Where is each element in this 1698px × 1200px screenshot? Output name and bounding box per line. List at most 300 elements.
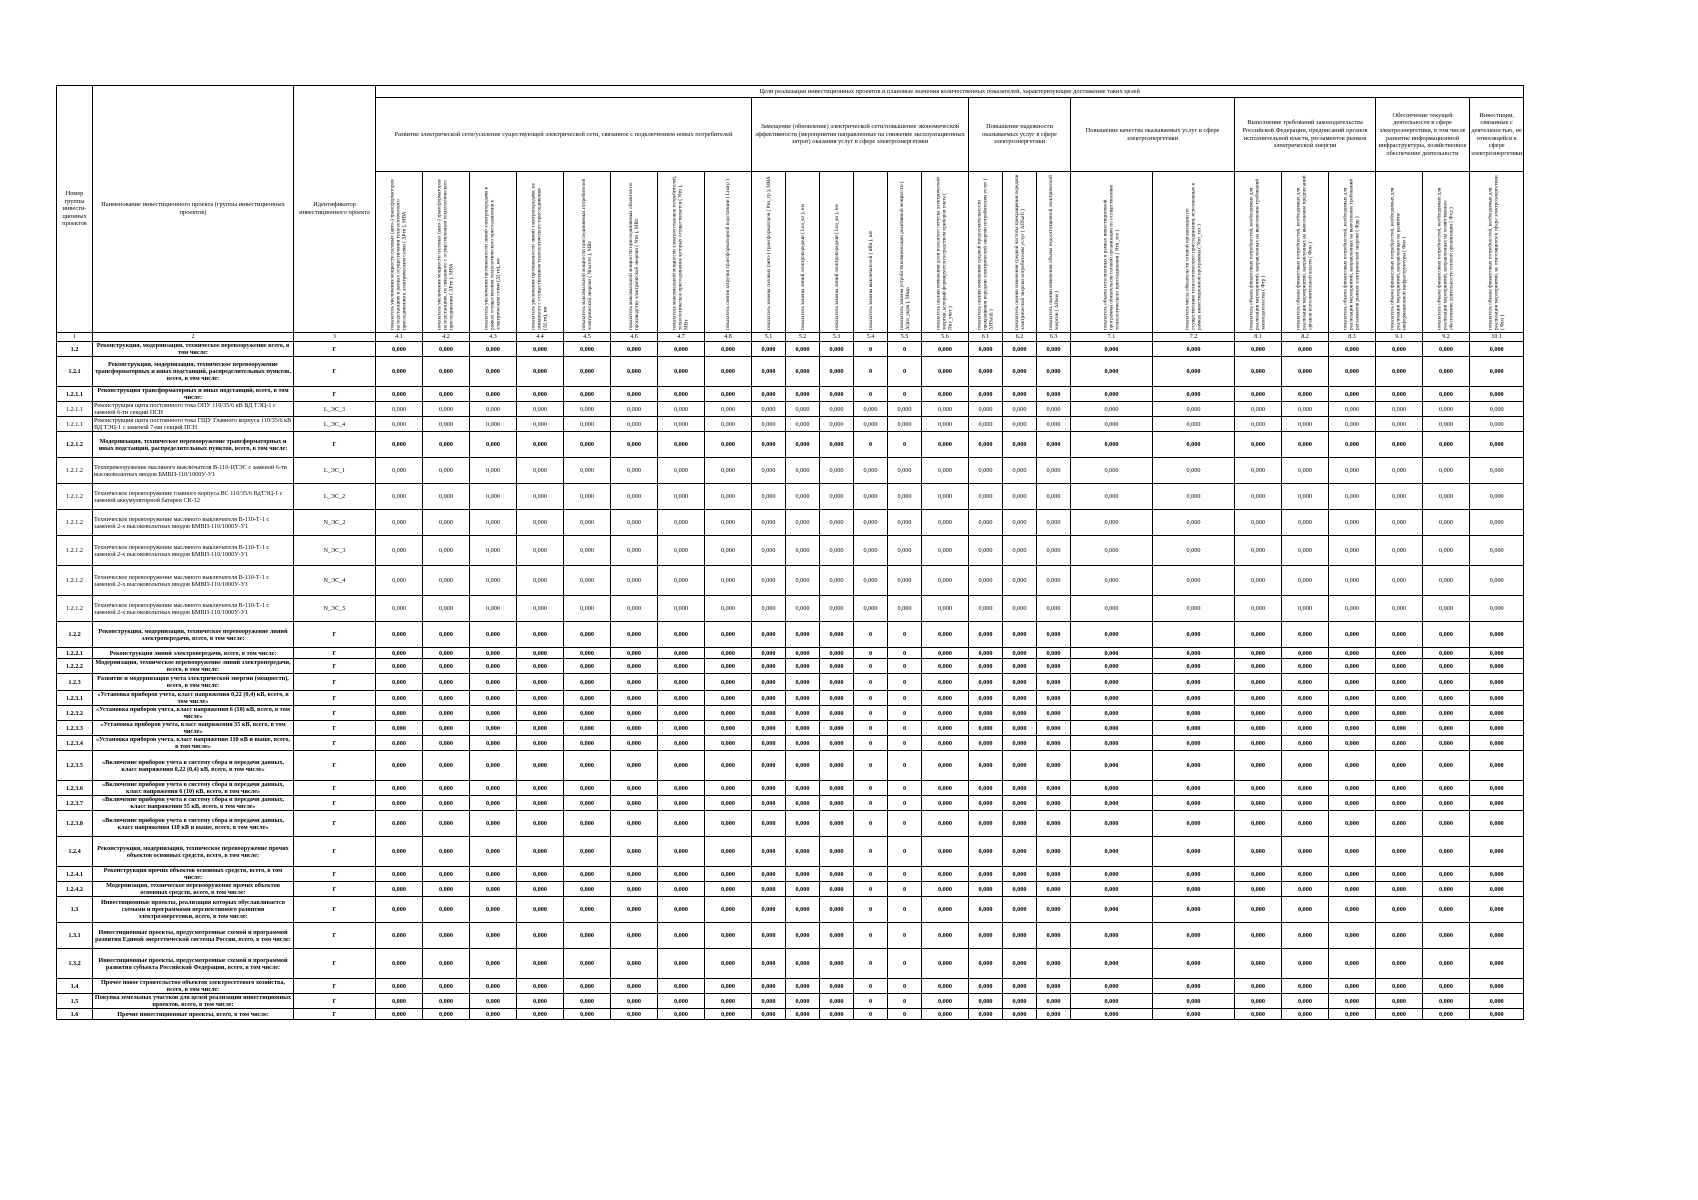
row-value: 0,000: [1423, 1009, 1470, 1020]
row-value: 0,000: [1003, 536, 1037, 566]
row-value: 0,000: [1470, 781, 1524, 796]
row-value: 0,000: [1037, 994, 1071, 1009]
header-indicator-label: показатель снятия загрузки трансформаторной подстанции ( Lнагр ): [724, 179, 731, 330]
header-goal-group: Повышение качества оказываемых услуг в сфере электроэнергетики: [1071, 98, 1235, 172]
row-value: 0: [854, 432, 888, 458]
row-value: 0,000: [658, 659, 705, 674]
row-value: 0,000: [1423, 417, 1470, 432]
row-value: 0,000: [423, 706, 470, 721]
row-value: 0,000: [1153, 1009, 1235, 1020]
row-value: 0,000: [1470, 674, 1524, 691]
row-value: 0,000: [376, 566, 423, 596]
row-number: 1.2.1.1: [57, 387, 93, 402]
row-value: 0,000: [517, 811, 564, 837]
header-indicator-label: показатель замены силовых (авто-) трансформаторов ( Pnз_тр ), МВА: [765, 176, 772, 330]
row-project-name: Инвестиционные проекты, предусмотренные схемой и программой развития субъекта Российской Федерации, всего, в том числе:: [93, 949, 294, 979]
row-value: 0,000: [820, 949, 854, 979]
row-value: 0,000: [564, 882, 611, 897]
row-value: 0,000: [1282, 536, 1329, 566]
row-value: 0,000: [705, 897, 752, 923]
row-project-name: Реконструкция щита постоянного тока ОПУ 110/35/6 кВ ВД ТЭЦ-1 с заменой 6-ти секций ПСН: [93, 402, 294, 417]
row-value: 0: [888, 979, 922, 994]
row-value: 0,000: [705, 596, 752, 622]
row-value: 0,000: [854, 566, 888, 596]
row-value: 0,000: [1071, 979, 1153, 994]
row-value: 0,000: [611, 979, 658, 994]
row-value: 0,000: [517, 867, 564, 882]
row-value: 0,000: [1282, 458, 1329, 484]
row-project-id: Г: [294, 949, 376, 979]
row-value: 0,000: [1071, 387, 1153, 402]
row-value: 0,000: [786, 882, 820, 897]
row-value: 0,000: [1153, 510, 1235, 536]
row-value: 0,000: [1153, 837, 1235, 867]
row-value: 0,000: [1470, 566, 1524, 596]
row-value: 0,000: [1329, 1009, 1376, 1020]
row-value: 0,000: [705, 648, 752, 659]
row-value: 0,000: [423, 923, 470, 949]
row-value: 0,000: [786, 596, 820, 622]
row-value: 0,000: [611, 484, 658, 510]
row-value: 0,000: [1423, 357, 1470, 387]
row-value: 0,000: [820, 510, 854, 536]
row-value: 0,000: [1329, 706, 1376, 721]
row-value: 0,000: [752, 721, 786, 736]
row-value: 0,000: [969, 837, 1003, 867]
row-value: 0,000: [1235, 781, 1282, 796]
header-goals-title: Цели реализации инвестиционных проектов и плановые значения количественных показателей, характеризующие достижение таких целей: [376, 86, 1524, 98]
row-project-name: Реконструкция, модернизация, техническое перевооружение трансформаторных и иных подстанций, распределительных пунктов, всего, в том числе:: [93, 357, 294, 387]
row-value: 0,000: [752, 622, 786, 648]
row-value: 0,000: [1423, 979, 1470, 994]
row-value: 0,000: [786, 706, 820, 721]
row-project-id: Г: [294, 622, 376, 648]
row-value: 0,000: [517, 659, 564, 674]
row-value: 0,000: [752, 994, 786, 1009]
row-value: 0,000: [1235, 510, 1282, 536]
row-number: 1.2.2.2: [57, 659, 93, 674]
header-indicator: [922, 172, 969, 333]
row-value: 0,000: [564, 432, 611, 458]
row-value: 0,000: [1071, 458, 1153, 484]
row-value: 0,000: [786, 811, 820, 837]
row-value: 0,000: [705, 706, 752, 721]
row-value: 0: [854, 796, 888, 811]
row-value: 0,000: [376, 484, 423, 510]
row-number: 1.2.1.1: [57, 402, 93, 417]
header-indicator-label: показатель оценки изменения средней частоты прекращения передачи электрической энергии потребителям услуг ( ΔПSaifi ): [1013, 174, 1026, 330]
row-value: 0,000: [1071, 566, 1153, 596]
row-value: 0,000: [854, 596, 888, 622]
row-value: 0,000: [1235, 596, 1282, 622]
row-value: 0,000: [922, 510, 969, 536]
row-number: 1.2.1.2: [57, 596, 93, 622]
column-number: 8.1: [1235, 333, 1282, 342]
row-value: 0,000: [470, 721, 517, 736]
row-value: 0,000: [820, 566, 854, 596]
row-value: 0,000: [658, 566, 705, 596]
row-value: 0,000: [376, 387, 423, 402]
column-number: 5.5: [888, 333, 922, 342]
row-value: 0,000: [1235, 949, 1282, 979]
row-value: 0,000: [1376, 691, 1423, 706]
row-value: 0,000: [564, 622, 611, 648]
row-value: 0,000: [658, 867, 705, 882]
row-value: 0: [888, 882, 922, 897]
row-value: 0,000: [854, 536, 888, 566]
row-number: 1.2.3: [57, 674, 93, 691]
row-value: 0,000: [1153, 979, 1235, 994]
row-value: 0,000: [1003, 979, 1037, 994]
row-project-id: Г: [294, 979, 376, 994]
row-project-name: Модернизация, техническое перевооружение прочих объектов основных средств, всего, в том числе:: [93, 882, 294, 897]
row-value: 0: [854, 1009, 888, 1020]
row-value: 0,000: [611, 736, 658, 751]
header-indicator-label: показатель увеличения протяженности линий электропередачи в рамках осуществления технологического присоединения к электрическим сетям (ΔLтп), км: [483, 187, 503, 330]
row-value: 0,000: [517, 510, 564, 536]
row-project-name: Модернизация, техническое перевооружение линий электропередачи, всего, в том числе:: [93, 659, 294, 674]
row-value: 0: [888, 706, 922, 721]
row-value: 0,000: [1153, 721, 1235, 736]
row-value: 0,000: [1282, 897, 1329, 923]
header-indicator-label: показатель максимальной мощности присоединяемых объектов по производству электрической энергии ( Nтп ), МВт: [627, 182, 640, 330]
row-value: 0,000: [517, 596, 564, 622]
header-indicator: [1153, 172, 1235, 333]
row-value: 0,000: [611, 706, 658, 721]
row-project-name: Техническое перевооружение масляного выключателя В-110-Т-1 с заменой 2-х высоковольтных вводов БМВП-110/1000У-У1: [93, 596, 294, 622]
row-value: 0: [888, 949, 922, 979]
row-value: 0: [854, 994, 888, 1009]
row-value: 0,000: [1003, 596, 1037, 622]
row-value: 0,000: [888, 566, 922, 596]
row-value: 0,000: [922, 659, 969, 674]
row-value: 0,000: [1071, 674, 1153, 691]
row-value: 0,000: [1235, 458, 1282, 484]
row-value: 0,000: [922, 837, 969, 867]
row-value: 0,000: [423, 536, 470, 566]
row-value: 0,000: [922, 566, 969, 596]
row-value: 0,000: [922, 796, 969, 811]
row-value: 0,000: [658, 897, 705, 923]
row-value: 0,000: [1235, 706, 1282, 721]
row-value: 0,000: [1235, 402, 1282, 417]
row-value: 0,000: [611, 674, 658, 691]
row-value: 0,000: [752, 432, 786, 458]
row-value: 0,000: [564, 458, 611, 484]
row-value: 0,000: [752, 566, 786, 596]
row-value: 0,000: [517, 417, 564, 432]
row-value: 0,000: [658, 837, 705, 867]
row-value: 0,000: [705, 837, 752, 867]
row-value: 0,000: [1282, 751, 1329, 781]
row-value: 0,000: [423, 387, 470, 402]
row-value: 0,000: [470, 979, 517, 994]
row-value: 0,000: [564, 837, 611, 867]
row-value: 0,000: [564, 781, 611, 796]
table-row: [57, 402, 1524, 417]
row-value: 0,000: [1037, 622, 1071, 648]
row-value: 0,000: [1470, 622, 1524, 648]
row-value: 0,000: [611, 648, 658, 659]
row-value: 0,000: [922, 1009, 969, 1020]
row-project-id: Г: [294, 796, 376, 811]
row-value: 0,000: [820, 1009, 854, 1020]
row-value: 0,000: [705, 721, 752, 736]
row-value: 0: [854, 837, 888, 867]
row-value: 0,000: [1329, 674, 1376, 691]
row-value: 0,000: [564, 796, 611, 811]
row-value: 0,000: [470, 736, 517, 751]
row-value: 0,000: [969, 751, 1003, 781]
row-value: 0,000: [1071, 736, 1153, 751]
row-value: 0,000: [376, 596, 423, 622]
row-value: 0,000: [1071, 596, 1153, 622]
row-value: 0,000: [1003, 659, 1037, 674]
row-value: 0,000: [705, 882, 752, 897]
header-indicator: [658, 172, 705, 333]
row-value: 0,000: [564, 659, 611, 674]
row-value: 0,000: [611, 811, 658, 837]
row-project-name: «Включение приборов учета в систему сбора и передачи данных, класс напряжения 0,22 (0,4) кВ, всего, в том числе»: [93, 751, 294, 781]
row-number: 1.2.1.2: [57, 536, 93, 566]
header-indicator-label: показатель максимальной мощности электроустановок потребителей, технологическое присоединение которых осуществляется ( Nтп ), МВт: [671, 175, 691, 330]
row-number: 1.2.1.2: [57, 510, 93, 536]
row-value: 0,000: [752, 674, 786, 691]
table-row: [57, 566, 1524, 596]
row-value: 0,000: [423, 432, 470, 458]
row-number: 1.6: [57, 1009, 93, 1020]
row-project-id: L_ЭС_3: [294, 402, 376, 417]
row-value: 0,000: [1282, 811, 1329, 837]
row-project-name: Прочее новое строительство объектов электросетевого хозяйства, всего, в том числе:: [93, 979, 294, 994]
row-value: 0,000: [658, 923, 705, 949]
row-value: 0,000: [922, 342, 969, 357]
row-value: 0,000: [1282, 510, 1329, 536]
row-value: 0,000: [611, 387, 658, 402]
row-value: 0,000: [752, 882, 786, 897]
row-value: 0,000: [1071, 402, 1153, 417]
column-number: 1: [57, 333, 93, 342]
row-value: 0,000: [1376, 706, 1423, 721]
row-value: 0,000: [658, 357, 705, 387]
row-value: 0,000: [1282, 342, 1329, 357]
row-value: 0,000: [1071, 484, 1153, 510]
row-value: 0,000: [1470, 736, 1524, 751]
header-indicator: [969, 172, 1003, 333]
row-value: 0,000: [922, 736, 969, 751]
row-value: 0,000: [1153, 706, 1235, 721]
row-value: 0,000: [1423, 596, 1470, 622]
row-value: 0,000: [517, 622, 564, 648]
row-value: 0,000: [1037, 706, 1071, 721]
row-value: 0,000: [376, 979, 423, 994]
row-number: 1.2.3.4: [57, 736, 93, 751]
row-value: 0,000: [1376, 781, 1423, 796]
column-number: 8.2: [1282, 333, 1329, 342]
row-value: 0,000: [705, 994, 752, 1009]
row-value: 0: [888, 1009, 922, 1020]
row-value: 0,000: [1235, 897, 1282, 923]
header-indicator-label: показатель замены устройств компенсации реактивной мощности ( ΔQnз_укрм ), Мвар: [898, 181, 911, 330]
row-value: 0: [854, 781, 888, 796]
row-value: 0,000: [1235, 484, 1282, 510]
row-value: 0,000: [705, 1009, 752, 1020]
row-value: 0,000: [1235, 691, 1282, 706]
row-value: 0,000: [1071, 882, 1153, 897]
row-project-name: Инвестиционные проекты, реализация которых обуславливается схемами и программами перспективного развития электроэнергетики, всего, в том числе:: [93, 897, 294, 923]
row-value: 0,000: [1470, 691, 1524, 706]
row-value: 0,000: [564, 897, 611, 923]
header-indicator-label: показатель оценки изменения объема недоотпущенной электрической энергии ( ΔПens ): [1047, 175, 1060, 330]
row-value: 0,000: [1235, 357, 1282, 387]
row-value: 0,000: [752, 979, 786, 994]
row-value: 0,000: [376, 648, 423, 659]
table-row: [57, 837, 1524, 867]
row-value: 0,000: [376, 674, 423, 691]
row-value: 0,000: [969, 648, 1003, 659]
row-value: 0,000: [658, 484, 705, 510]
row-value: 0,000: [922, 923, 969, 949]
row-value: 0,000: [611, 1009, 658, 1020]
row-value: 0,000: [1423, 659, 1470, 674]
row-value: 0,000: [564, 648, 611, 659]
row-value: 0,000: [1037, 536, 1071, 566]
row-value: 0,000: [611, 837, 658, 867]
row-value: 0,000: [922, 897, 969, 923]
column-number: 6.1: [969, 333, 1003, 342]
header-indicator: [564, 172, 611, 333]
row-value: 0,000: [820, 484, 854, 510]
row-value: 0,000: [517, 691, 564, 706]
row-value: 0,000: [1153, 691, 1235, 706]
row-value: 0,000: [376, 867, 423, 882]
row-value: 0,000: [517, 751, 564, 781]
row-value: 0,000: [1037, 417, 1071, 432]
row-value: 0,000: [854, 417, 888, 432]
row-value: 0,000: [1282, 484, 1329, 510]
row-value: 0,000: [658, 402, 705, 417]
row-value: 0,000: [517, 674, 564, 691]
row-value: 0,000: [423, 622, 470, 648]
row-value: 0,000: [820, 691, 854, 706]
row-value: 0,000: [1071, 837, 1153, 867]
row-project-name: «Установка приборов учета, класс напряжения 110 кВ и выше, всего, в том числе»: [93, 736, 294, 751]
row-value: 0,000: [1282, 691, 1329, 706]
row-value: 0,000: [611, 897, 658, 923]
row-value: 0,000: [888, 536, 922, 566]
table-row: [57, 949, 1524, 979]
row-value: 0,000: [820, 796, 854, 811]
row-value: 0,000: [1376, 417, 1423, 432]
row-value: 0,000: [376, 357, 423, 387]
row-value: 0,000: [564, 402, 611, 417]
row-value: 0,000: [752, 417, 786, 432]
header-indicator-label: показатель объема финансовых потребностей, необходимых для реализации мероприятий, направленных на выполнение предписаний органов исполнительной власти ( Фпи ): [1295, 175, 1315, 330]
column-number: 4.5: [564, 333, 611, 342]
row-value: 0,000: [1423, 484, 1470, 510]
table-row: [57, 622, 1524, 648]
row-value: 0,000: [969, 781, 1003, 796]
row-value: 0,000: [1235, 867, 1282, 882]
table-row: [57, 882, 1524, 897]
row-value: 0,000: [1037, 1009, 1071, 1020]
row-value: 0,000: [1153, 897, 1235, 923]
row-value: 0,000: [658, 432, 705, 458]
row-value: 0,000: [1423, 342, 1470, 357]
row-value: 0,000: [705, 691, 752, 706]
row-value: 0: [888, 387, 922, 402]
row-project-id: Г: [294, 736, 376, 751]
row-value: 0,000: [705, 432, 752, 458]
row-value: 0,000: [1376, 979, 1423, 994]
row-number: 1.3: [57, 897, 93, 923]
row-value: 0,000: [705, 402, 752, 417]
row-number: 1.2.1.2: [57, 458, 93, 484]
row-value: 0,000: [1470, 536, 1524, 566]
header-indicator-label: показатель увеличения протяженности линий электропередачи, не связанного с осуществлением технологического присоединения (ΔLтп), км: [530, 183, 550, 330]
row-value: 0,000: [1282, 837, 1329, 867]
header-indicator-label: показатель максимальной мощности присоединяемых потребителей электрической энергии ( Nmaxтп ), МВт: [580, 178, 593, 330]
row-value: 0,000: [376, 882, 423, 897]
row-value: 0,000: [1037, 458, 1071, 484]
row-value: 0,000: [470, 949, 517, 979]
row-value: 0,000: [1376, 510, 1423, 536]
row-value: 0,000: [1003, 781, 1037, 796]
row-value: 0,000: [1470, 882, 1524, 897]
row-project-name: «Включение приборов учета в систему сбора и передачи данных, класс напряжения 110 кВ и выше, всего, в том числе»: [93, 811, 294, 837]
row-value: 0: [888, 659, 922, 674]
row-value: 0,000: [1071, 417, 1153, 432]
row-value: 0,000: [752, 949, 786, 979]
header-indicator-label: показатель увеличения мощности силовых (авто-) трансформаторов на подстанциях, не связанного с осуществлением технологического присоединения ( ΔPтп ), МВА: [436, 179, 456, 330]
row-value: 0,000: [1329, 949, 1376, 979]
row-value: 0,000: [922, 691, 969, 706]
row-value: 0,000: [517, 994, 564, 1009]
row-value: 0,000: [1003, 357, 1037, 387]
row-value: 0,000: [611, 458, 658, 484]
row-value: 0,000: [517, 387, 564, 402]
row-value: 0,000: [888, 484, 922, 510]
row-value: 0,000: [611, 949, 658, 979]
row-value: 0,000: [820, 706, 854, 721]
column-number: 6.3: [1037, 333, 1071, 342]
row-project-name: Техническое перевооружение масляного выключателя В-110-Т-1 с заменой 2-х высоковольтных вводов БМВП-110/1000У-У1: [93, 536, 294, 566]
row-value: 0,000: [1329, 566, 1376, 596]
row-value: 0,000: [1153, 536, 1235, 566]
row-value: 0,000: [423, 596, 470, 622]
row-value: 0,000: [705, 923, 752, 949]
header-indicator-label: показатель оценки изменения средней продолжительности прекращения передачи электрической энергии потребителям услуг ( ΔПSaidi ): [976, 178, 995, 330]
row-value: 0,000: [1003, 387, 1037, 402]
row-value: 0,000: [1423, 648, 1470, 659]
row-value: 0,000: [423, 357, 470, 387]
row-value: 0,000: [1037, 691, 1071, 706]
row-value: 0,000: [423, 811, 470, 837]
row-value: 0: [888, 357, 922, 387]
row-value: 0,000: [564, 417, 611, 432]
row-project-name: «Установка приборов учета, класс напряжения 35 кВ, всего, в том числе»: [93, 721, 294, 736]
row-value: 0,000: [1423, 923, 1470, 949]
row-number: 1.2.1.2: [57, 566, 93, 596]
row-value: 0,000: [786, 659, 820, 674]
row-value: 0,000: [658, 458, 705, 484]
row-value: 0,000: [1376, 536, 1423, 566]
row-value: 0,000: [820, 402, 854, 417]
column-number: 5.1: [752, 333, 786, 342]
header-indicator: [611, 172, 658, 333]
row-value: 0,000: [786, 837, 820, 867]
row-value: 0,000: [470, 387, 517, 402]
